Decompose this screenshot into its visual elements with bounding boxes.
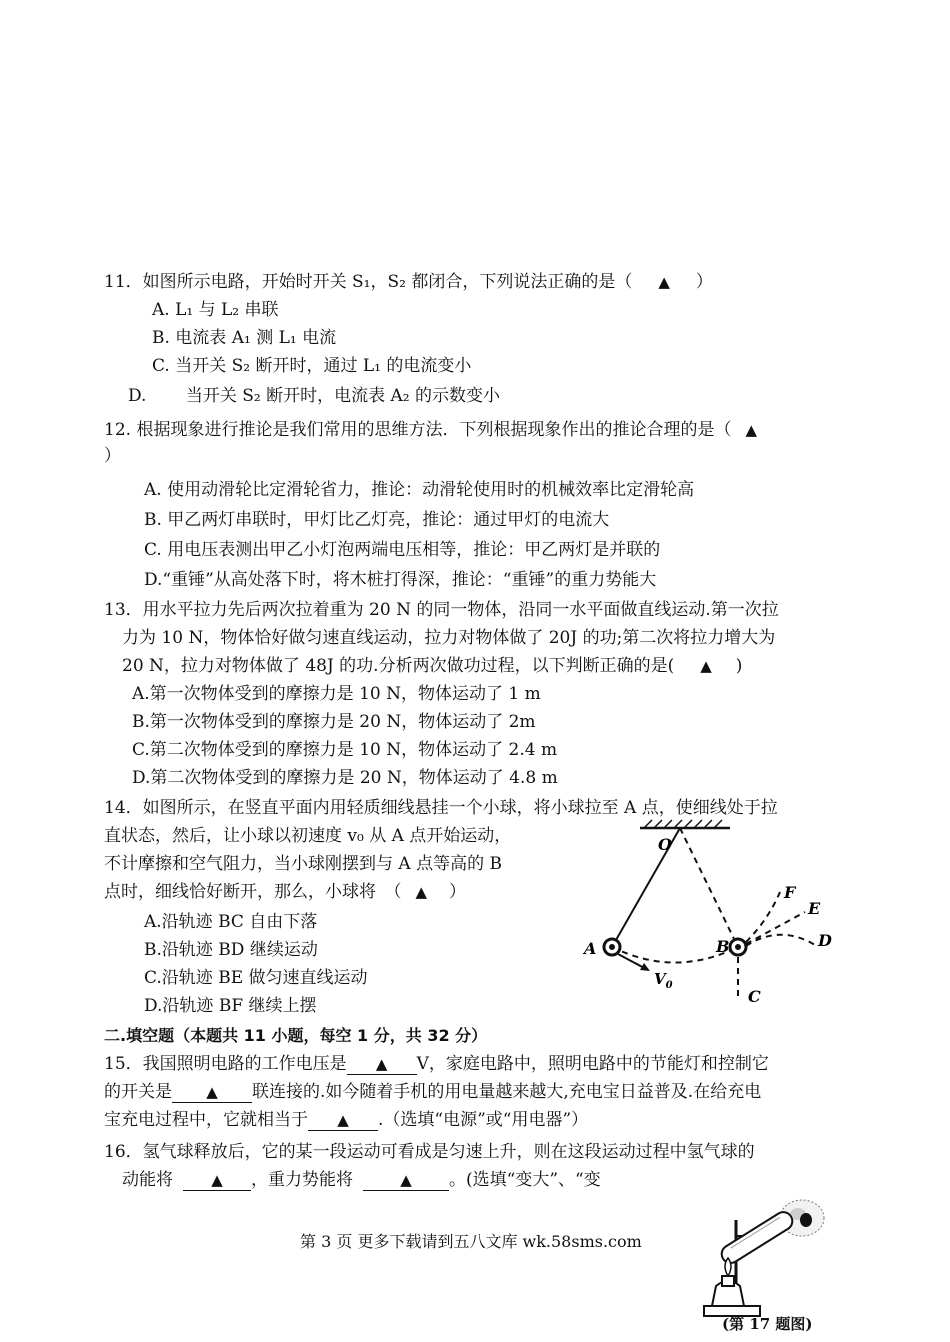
q15-line3 [104, 1108, 588, 1132]
answer-mark: ▲ [745, 421, 757, 439]
q13-option-c: C.第二次物体受到的摩擦力是 10 N，物体运动了 2.4 m [132, 740, 558, 760]
q14-line4-text: 点时，细线恰好断开，那么，小球将 （ [104, 882, 402, 902]
test-tube-apparatus-figure [700, 1190, 850, 1330]
q14-line4 [104, 880, 466, 904]
q12-stem-end: ） [104, 446, 121, 466]
q14-option-d: D.沿轨迹 BF 继续上摆 [144, 996, 317, 1016]
q16-blank-2 [363, 1170, 449, 1191]
q12-option-b: B. 甲乙两灯串联时，甲灯比乙灯亮，推论：通过甲灯的电流大 [144, 510, 610, 530]
q13-option-d: D.第二次物体受到的摩擦力是 20 N，物体运动了 4.8 m [132, 768, 558, 788]
answer-mark: ▲ [700, 657, 712, 675]
q15-line3-a: 宝充电过程中，它就相当于 [104, 1110, 308, 1130]
label-v0 [654, 970, 673, 991]
q14-line4-end: ） [449, 882, 467, 902]
label-v-sub: 0 [665, 980, 673, 991]
q15-blank-3 [308, 1110, 378, 1131]
q13-line3-text: 20 N，拉力对物体做了 48J 的功.分析两次做功过程，以下判断正确的是( [122, 656, 675, 676]
q15-line2 [104, 1080, 761, 1104]
q13-line1: 13．用水平拉力先后两次拉着重为 20 N 的同一物体，沿同一水平面做直线运动.第一次拉 [104, 600, 779, 620]
q12-option-d: D.“重锤”从高处落下时，将木桩打得深，推论：“重锤”的重力势能大 [144, 570, 657, 590]
q13-line3 [122, 654, 742, 678]
q16-line1: 16．氢气球释放后，它的某一段运动可看成是匀速上升，则在这段运动过程中氢气球的 [104, 1142, 755, 1162]
answer-mark: ▲ [206, 1083, 218, 1101]
q13-option-b: B.第一次物体受到的摩擦力是 20 N，物体运动了 2m [132, 712, 536, 732]
q16-blank-1 [183, 1170, 251, 1191]
q15-line1 [104, 1052, 769, 1076]
q16-line2 [122, 1168, 601, 1192]
q16-line2-a: 动能将 [122, 1170, 173, 1190]
answer-mark: ▲ [658, 273, 670, 291]
q11-stem-end: ） [695, 272, 713, 292]
label-c: C [748, 987, 761, 1006]
q11-option-b: B. 电流表 A₁ 测 L₁ 电流 [152, 328, 337, 348]
q14-line2: 直状态，然后，让小球以初速度 v₀ 从 A 点开始运动， [104, 826, 512, 846]
pendulum-figure [580, 820, 840, 1020]
page-footer: 第 3 页 更多下载请到五八文库 wk.58sms.com [300, 1232, 642, 1251]
q13-line3-end: ) [735, 656, 743, 676]
q15-line3-b: .（选填“电源”或“用电器”） [378, 1110, 589, 1130]
label-d: D [818, 931, 832, 950]
label-e: E [808, 899, 821, 918]
q15-line1-a: 15．我国照明电路的工作电压是 [104, 1054, 347, 1074]
q11-stem [104, 270, 713, 294]
label-o: O [658, 835, 672, 854]
label-v-letter: V [654, 970, 666, 988]
q11-option-a: A. L₁ 与 L₂ 串联 [152, 300, 279, 320]
q12-stem-text: 12. 根据现象进行推论是我们常用的思维方法．下列根据现象作出的推论合理的是（ [104, 420, 732, 440]
q13-line2: 力为 10 N，物体恰好做匀速直线运动，拉力对物体做了 20J 的功;第二次将拉力增大为 [122, 628, 776, 648]
q15-line1-b: V，家庭电路中，照明电路中的节能灯和控制它 [416, 1054, 769, 1074]
q14-option-b: B.沿轨迹 BD 继续运动 [144, 940, 318, 960]
q15-blank-2 [172, 1082, 252, 1103]
answer-mark: ▲ [337, 1111, 349, 1129]
q11-option-d: D. 当开关 S₂ 断开时，电流表 A₂ 的示数变小 [128, 386, 500, 406]
label-a: A [584, 939, 597, 958]
q11-option-c: C. 当开关 S₂ 断开时，通过 L₁ 的电流变小 [152, 356, 472, 376]
answer-mark: ▲ [415, 883, 428, 901]
label-f: F [784, 883, 796, 902]
label-b: B [716, 937, 730, 956]
answer-mark: ▲ [211, 1171, 223, 1189]
q15-blank-1 [347, 1054, 417, 1075]
figure-17-caption: (第 17 题图) [722, 1315, 813, 1333]
q16-line2-c: 。(选填“变大”、“变 [449, 1170, 601, 1190]
q13-option-a: A.第一次物体受到的摩擦力是 10 N，物体运动了 1 m [132, 684, 541, 704]
answer-mark: ▲ [400, 1171, 412, 1189]
q12-option-a: A. 使用动滑轮比定滑轮省力，推论：动滑轮使用时的机械效率比定滑轮高 [144, 480, 695, 500]
q16-line2-b: ，重力势能将 [251, 1170, 353, 1190]
q14-line3: 不计摩擦和空气阻力，当小球刚摆到与 A 点等高的 B [104, 854, 502, 874]
q12-stem [104, 418, 757, 442]
q14-option-c: C.沿轨迹 BE 做匀速直线运动 [144, 968, 368, 988]
section-title: 二.填空题（本题共 11 小题，每空 1 分，共 32 分） [104, 1026, 488, 1045]
q14-line1: 14．如图所示，在竖直平面内用轻质细线悬挂一个小球，将小球拉至 A 点，使细线处于拉 [104, 798, 778, 818]
q14-option-a: A.沿轨迹 BC 自由下落 [144, 912, 318, 932]
q11-stem-text: 11．如图所示电路，开始时开关 S₁，S₂ 都闭合，下列说法正确的是（ [104, 272, 633, 292]
q12-option-c: C. 用电压表测出甲乙小灯泡两端电压相等，推论：甲乙两灯是并联的 [144, 540, 661, 560]
answer-mark: ▲ [375, 1055, 388, 1073]
q15-line2-b: 联连接的.如今随着手机的用电量越来越大,充电宝日益普及.在给充电 [252, 1082, 762, 1102]
q15-line2-a: 的开关是 [104, 1082, 172, 1102]
